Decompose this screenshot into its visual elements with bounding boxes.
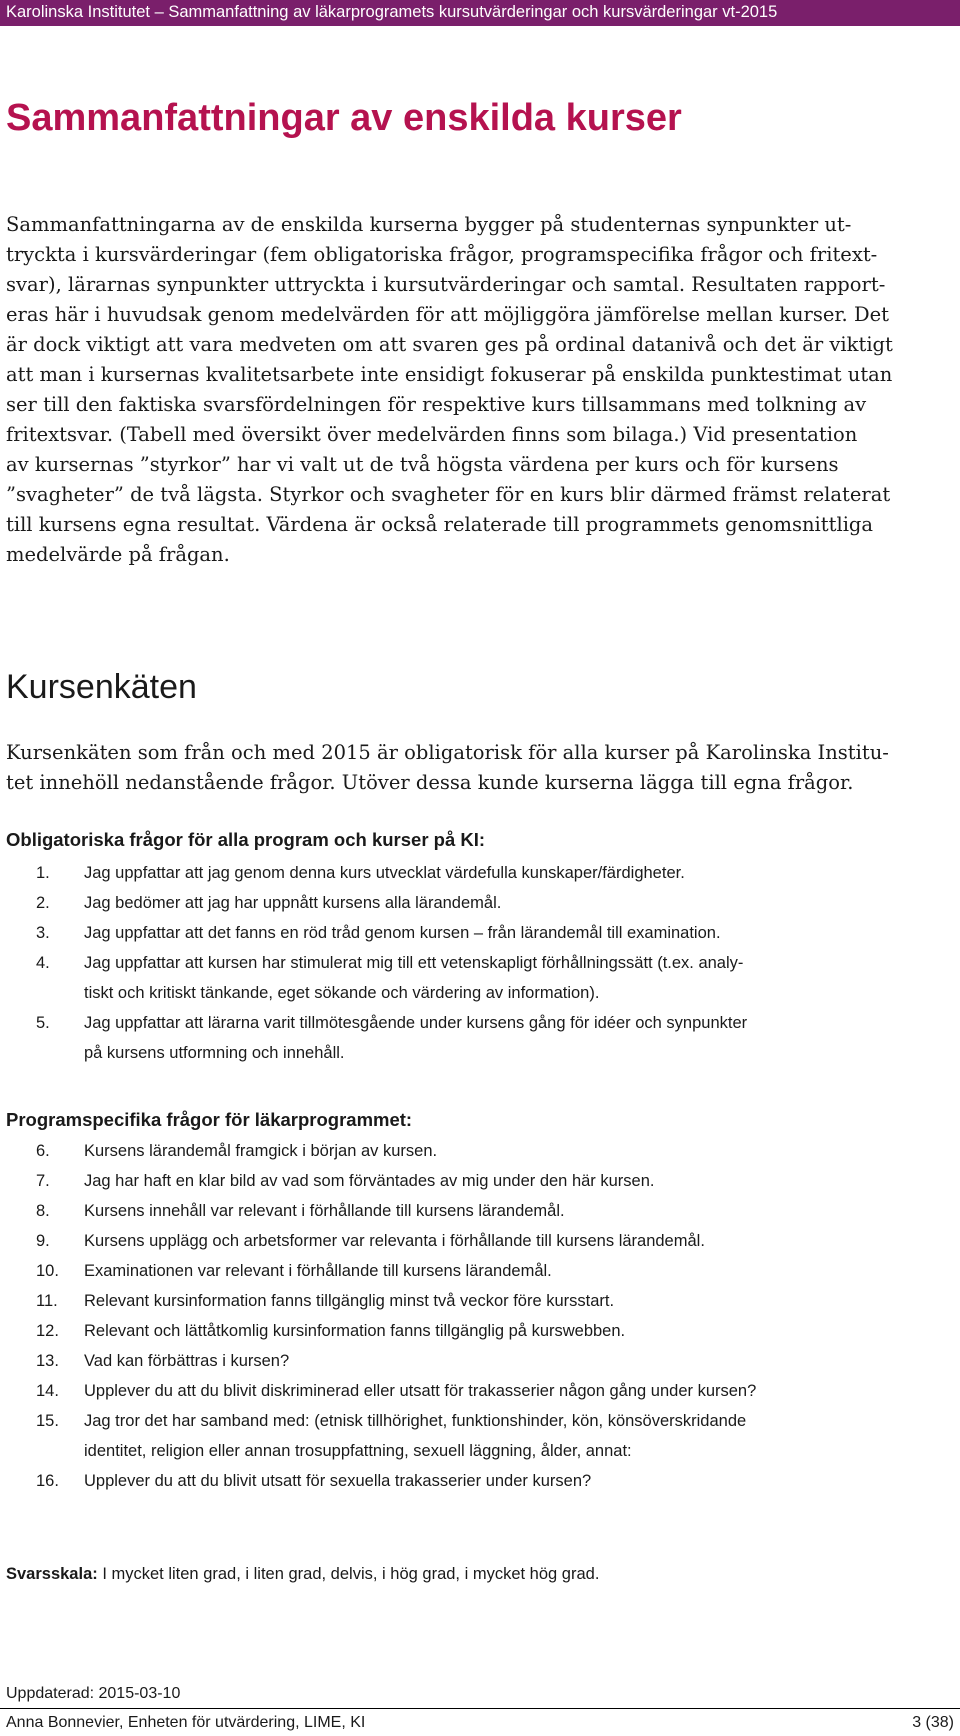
question-number: 13. [36,1352,59,1370]
question-text: tiskt och kritiskt tänkande, eget sökande och värdering av information). [84,984,600,1002]
question-number: 7. [36,1172,50,1190]
question-text: Jag har haft en klar bild av vad som förväntades av mig under den här kursen. [84,1172,655,1190]
text-line: medelvärde på frågan. [6,543,230,566]
question-text: Jag uppfattar att det fanns en röd tråd genom kursen – från lärandemål till examination. [84,924,721,942]
question-number: 12. [36,1322,59,1340]
question-item [0,948,960,1008]
question-item [0,1256,960,1286]
text-line: Sammanfattningarna av de enskilda kurserna bygger på studenternas synpunkter ut- [6,213,852,236]
question-item [0,918,960,948]
question-number: 14. [36,1382,59,1400]
text-line: till kursens egna resultat. Värdena är också relaterade till programmets genomsnittliga [6,513,874,536]
text-line: tet innehöll nedanstående frågor. Utöver dessa kunde kurserna lägga till egna frågor. [6,771,854,794]
question-text: Upplever du att du blivit diskriminerad eller utsatt för trakasserier någon gång under kursen? [84,1382,757,1400]
answer-scale-label: Svarsskala: [6,1565,98,1583]
header-text: Karolinska Institutet – Sammanfattning av läkarprogramets kursutvärderingar och kursvärderingar vt-2015 [6,3,778,21]
question-text: Kursens upplägg och arbetsformer var relevanta i förhållande till kursens lärandemål. [84,1232,705,1250]
text-line: ”svagheter” de två lägsta. Styrkor och svagheter för en kurs blir därmed främst relaterat [6,483,891,506]
question-text: Jag bedömer att jag har uppnått kursens alla lärandemål. [84,894,502,912]
program-heading: Programspecifika frågor för läkarprogrammet: [6,1109,413,1130]
question-number: 1. [36,864,50,882]
question-item [0,1346,960,1376]
question-text: Upplever du att du blivit utsatt för sexuella trakasserier under kursen? [84,1472,592,1490]
page-number: 3 (38) [912,1714,954,1731]
mandatory-list [0,858,960,1068]
section-title: Kursenkäten [6,668,197,706]
question-item [0,858,960,888]
intro-paragraph [6,210,956,570]
question-item [0,1406,960,1466]
question-number: 8. [36,1202,50,1220]
question-number: 15. [36,1412,59,1430]
question-text: Examinationen var relevant i förhållande till kursens lärandemål. [84,1262,552,1280]
question-item [0,1196,960,1226]
updated-date: Uppdaterad: 2015-03-10 [6,1685,181,1702]
question-text: Vad kan förbättras i kursen? [84,1352,290,1370]
question-item [0,1376,960,1406]
question-number: 2. [36,894,50,912]
question-item [0,1466,960,1496]
question-text: Jag uppfattar att jag genom denna kurs utvecklat värdefulla kunskaper/färdigheter. [84,864,685,882]
question-text: Kursens lärandemål framgick i början av kursen. [84,1142,438,1160]
question-number: 9. [36,1232,50,1250]
question-item [0,888,960,918]
text-line: ser till den faktiska svarsfördelningen för respektive kurs tillsammans med tolkning av [6,393,867,416]
question-text: Jag uppfattar att kursen har stimulerat mig till ett vetenskapligt förhållningssätt (t.ex. analy- [84,954,744,972]
footer-author: Anna Bonnevier, Enheten för utvärdering, LIME, KI [6,1714,366,1731]
question-item [0,1286,960,1316]
answer-scale-text: I mycket liten grad, i liten grad, delvis, i hög grad, i mycket hög grad. [97,1565,600,1583]
question-number: 3. [36,924,50,942]
question-text: identitet, religion eller annan trosuppfattning, sexuell läggning, ålder, annat: [84,1442,632,1460]
question-text: på kursens utformning och innehåll. [84,1044,345,1062]
mandatory-heading: Obligatoriska frågor för alla program och kurser på KI: [6,829,486,850]
program-list [0,1136,960,1496]
question-number: 6. [36,1142,50,1160]
footer-divider [0,1708,960,1709]
question-text: Jag uppfattar att lärarna varit tillmötesgående under kursens gång för idéer och synpunkter [84,1014,748,1032]
question-number: 5. [36,1014,50,1032]
question-item [0,1008,960,1068]
question-number: 10. [36,1262,59,1280]
question-number: 4. [36,954,50,972]
page-title: Sammanfattningar av enskilda kurser [6,97,682,139]
section-paragraph [6,738,956,798]
text-line: att man i kursernas kvalitetsarbete inte ensidigt fokuserar på enskilda punktestimat utan [6,363,893,386]
text-line: eras här i huvudsak genom medelvärden för att möjliggöra jämförelse mellan kurser. Det [6,303,889,326]
text-line: av kursernas ”styrkor” har vi valt ut de två högsta värdena per kurs och för kursens [6,453,839,476]
text-line: Kursenkäten som från och med 2015 är obligatorisk för alla kurser på Karolinska Institu- [6,741,889,764]
question-item [0,1136,960,1166]
question-item [0,1166,960,1196]
text-line: fritextsvar. (Tabell med översikt över medelvärden finns som bilaga.) Vid presentation [6,423,858,446]
question-number: 16. [36,1472,59,1490]
question-text: Kursens innehåll var relevant i förhållande till kursens lärandemål. [84,1202,565,1220]
question-text: Relevant och lättåtkomlig kursinformation fanns tillgänglig på kurswebben. [84,1322,626,1340]
document-header [0,0,960,26]
question-text: Jag tror det har samband med: (etnisk tillhörighet, funktionshinder, kön, könsöverskridande [84,1412,747,1430]
question-number: 11. [36,1292,58,1310]
text-line: tryckta i kursvärderingar (fem obligatoriska frågor, programspecifika frågor och fritext- [6,243,878,266]
question-item [0,1226,960,1256]
text-line: svar), lärarnas synpunkter uttryckta i kursutvärderingar och samtal. Resultaten rapport- [6,273,886,296]
answer-scale [6,1562,599,1586]
question-text: Relevant kursinformation fanns tillgänglig minst två veckor före kursstart. [84,1292,615,1310]
text-line: är dock viktigt att vara medveten om att svaren ges på ordinal datanivå och det är viktigt [6,333,893,356]
question-item [0,1316,960,1346]
